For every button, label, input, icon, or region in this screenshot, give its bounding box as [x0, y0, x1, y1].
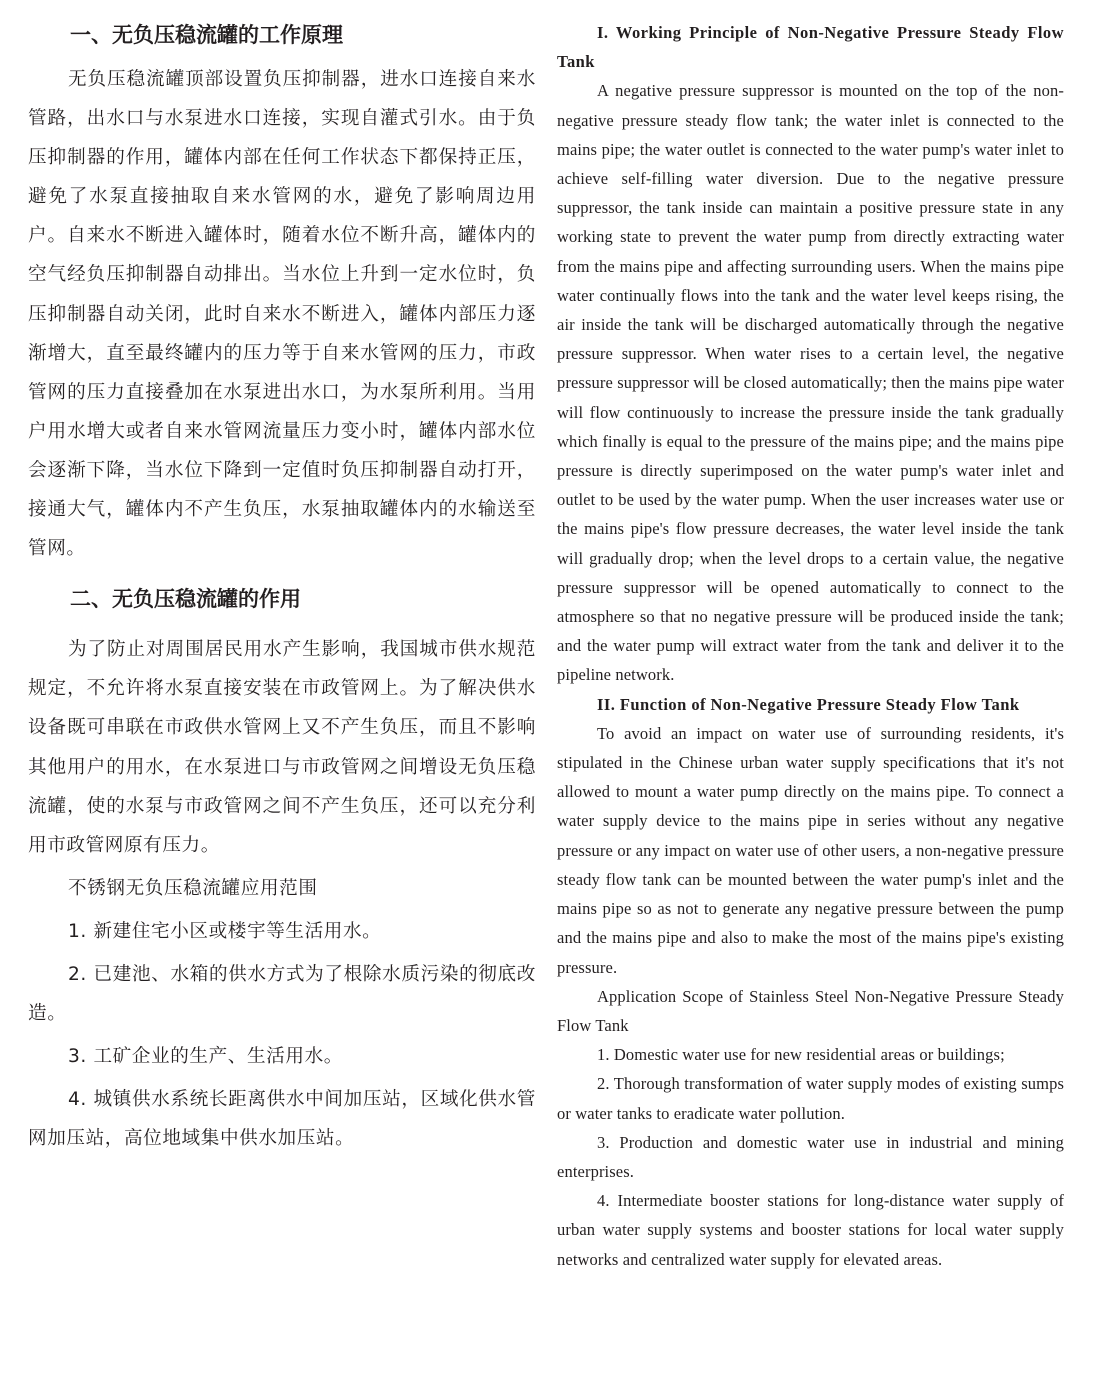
zh-section2-body: 为了防止对周围居民用水产生影响，我国城市供水规范规定，不允许将水泵直接安装在市政管网上。为了解决供水设备既可串联在市政供水管网上又不产生负压，而且不影响其他用户的用水，在水泵进口与市政管网之间增设无负压稳流罐，使的水泵与市政管网之间不产生负压，还可以充分利用市政管网原有压力。 [28, 639, 536, 856]
en-list-item: 3. Production and domestic water use in industrial and mining enterprises. [557, 1132, 1064, 1181]
en-list-item: 1. Domestic water use for new residential areas or buildings; [597, 1045, 1005, 1065]
zh-section2-title: 二、无负压稳流罐的作用 [70, 587, 301, 612]
english-column [557, 18, 1064, 1274]
zh-scope-title: 不锈钢无负压稳流罐应用范围 [68, 877, 318, 899]
zh-list-item: 2. 已建池、水箱的供水方式为了根除水质污染的彻底改造。 [28, 963, 536, 1025]
zh-section1-title: 一、无负压稳流罐的工作原理 [70, 23, 343, 47]
chinese-column [28, 14, 536, 1158]
zh-list-item: 1. 新建住宅小区或楼宇等生活用水。 [68, 920, 382, 942]
en-scope-title: Application Scope of Stainless Steel Non-Negative Pressure Steady Flow Tank [557, 986, 1064, 1035]
en-section2-body: To avoid an impact on water use of surrounding residents, it's stipulated in the Chinese urban water supply specifications that it's not allowed to mount a water pump directly on the mains pipe. To connect a water supply device to the mains pipe in series without any negative pressure or any impact on water use of other users, a non-negative pressure steady flow tank can be mounted between the water pump's inlet and the mains pipe so as not to generate any negative pressure between the pump and the mains pipe and also to make the most of the mains pipe's existing pressure. [557, 723, 1064, 977]
en-list-item: 4. Intermediate booster stations for long-distance water supply of urban water supply systems and booster stations for local water supply networks and centralized water supply for elevated areas. [557, 1191, 1064, 1269]
en-section1-body: A negative pressure suppressor is mounted on the top of the non-negative pressure steady flow tank; the water inlet is connected to the mains pipe; the water outlet is connected to the water pump's water inlet to achieve self-filling water diversion. Due to the negative pressure suppressor, the tank inside can maintain a positive pressure state in any working state to prevent the water pump from directly extracting water from the mains pipe and affecting surrounding users. When the mains pipe water continually flows into the tank and the water level keeps rising, the air inside the tank will be discharged automatically through the negative pressure suppressor. When water rises to a certain level, the negative pressure suppressor will be closed automatically; then the mains pipe water will flow continuously to increase the pressure inside the tank gradually which finally is equal to the pressure of the mains pipe; and the mains pipe pressure is directly superimposed on the water pump's water inlet and outlet to be used by the water pump. When the user increases water use or the mains pipe's flow pressure decreases, the water level inside the tank will gradually drop; when the level drops to a certain value, the negative pressure suppressor will be opened automatically to connect to the atmosphere so that no negative pressure will be produced inside the tank; and the water pump will extract water from the tank and deliver it to the pipeline network. [557, 81, 1064, 685]
en-section2-title: II. Function of Non-Negative Pressure Steady Flow Tank [597, 694, 1020, 714]
en-list-item: 2. Thorough transformation of water supply modes of existing sumps or water tanks to eradicate water pollution. [557, 1074, 1064, 1123]
en-section1-title: I. Working Principle of Non-Negative Pressure Steady Flow Tank [557, 23, 1064, 72]
zh-section1-body: 无负压稳流罐顶部设置负压抑制器，进水口连接自来水管路，出水口与水泵进水口连接，实现自灌式引水。由于负压抑制器的作用，罐体内部在任何工作状态下都保持正压，避免了水泵直接抽取自来水管网的水，避免了影响周边用户。自来水不断进入罐体时，随着水位不断升高，罐体内的空气经负压抑制器自动排出。当水位上升到一定水位时，负压抑制器自动关闭，此时自来水不断进入，罐体内部压力逐渐增大，直至最终罐内的压力等于自来水管网的压力，市政管网的压力直接叠加在水泵进出水口，为水泵所利用。当用户用水增大或者自来水管网流量压力变小时，罐体内部水位会逐渐下降，当水位下降到一定值时负压抑制器自动打开，接通大气，罐体内不产生负压，水泵抽取罐体内的水输送至管网。 [28, 69, 536, 560]
zh-list-item: 3. 工矿企业的生产、生活用水。 [68, 1046, 343, 1068]
zh-list-item: 4. 城镇供水系统长距离供水中间加压站，区域化供水管网加压站，高位地域集中供水加压站。 [28, 1089, 536, 1150]
